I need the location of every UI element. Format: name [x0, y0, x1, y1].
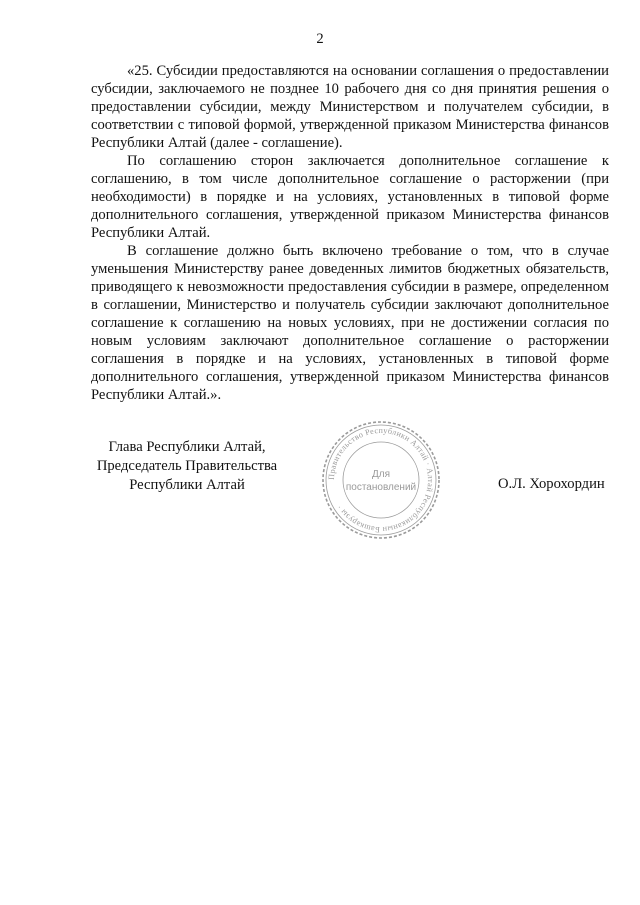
seal-center-line-1: Для — [371, 469, 391, 480]
signatory-name: О.Л. Хорохордин — [498, 476, 605, 492]
seal-graphic — [320, 419, 442, 541]
paragraph-1: «25. Субсидии предоставляются на основании соглашения о предоставлении субсидии, заключаемого не позднее 10 рабочего дня со дня принятия решения о предоставлении субсидии, между Министерством и получателем субсидии, в соответствии с типовой формой, утвержденной приказом Министерства финансов Республики Алтай (далее - соглашение). — [91, 63, 609, 151]
paragraph-2: По соглашению сторон заключается дополнительное соглашение к соглашению, в том числе дополнительное соглашение о расторжении (при необходимости) в порядке и на условиях, установленных в типовой форме дополнительного соглашения, утвержденной приказом Министерства финансов Республики Алтай. — [91, 153, 609, 241]
signatory-title-line-3: Республики Алтай — [129, 477, 245, 493]
body-text — [91, 62, 609, 404]
signatory-title-line-2: Председатель Правительства — [96, 458, 278, 474]
official-seal — [320, 419, 442, 541]
paragraph-3: В соглашение должно быть включено требование о том, что в случае уменьшения Министерству ранее доведенных лимитов бюджетных обязательств, приводящего к невозможности предоставления субсидии в размере, определенном в соглашении, Министерство и получатель субсидии заключают дополнительное соглашение к соглашению на новых условиях, при не достижении согласия по новым условиям заключают дополнительное соглашение о расторжении соглашения в порядке и на условиях, установленных в типовой форме дополнительного соглашения, утвержденной приказом Министерства финансов Республики Алтай.». — [91, 243, 609, 403]
page-number: 2 — [316, 31, 324, 47]
seal-ring-text-path: Правительство Республики Алтай · Алтай Республиканын Башкарузы · — [326, 425, 436, 535]
signatory-title-line-1: Глава Республики Алтай, — [108, 439, 266, 455]
seal-middle-ring — [326, 425, 436, 535]
signature-block — [0, 425, 640, 558]
seal-center-line-2: постановлений — [345, 482, 417, 493]
seal-outer-ring — [323, 422, 439, 538]
seal-inner-ring — [343, 442, 419, 518]
signatory-title — [92, 438, 282, 495]
